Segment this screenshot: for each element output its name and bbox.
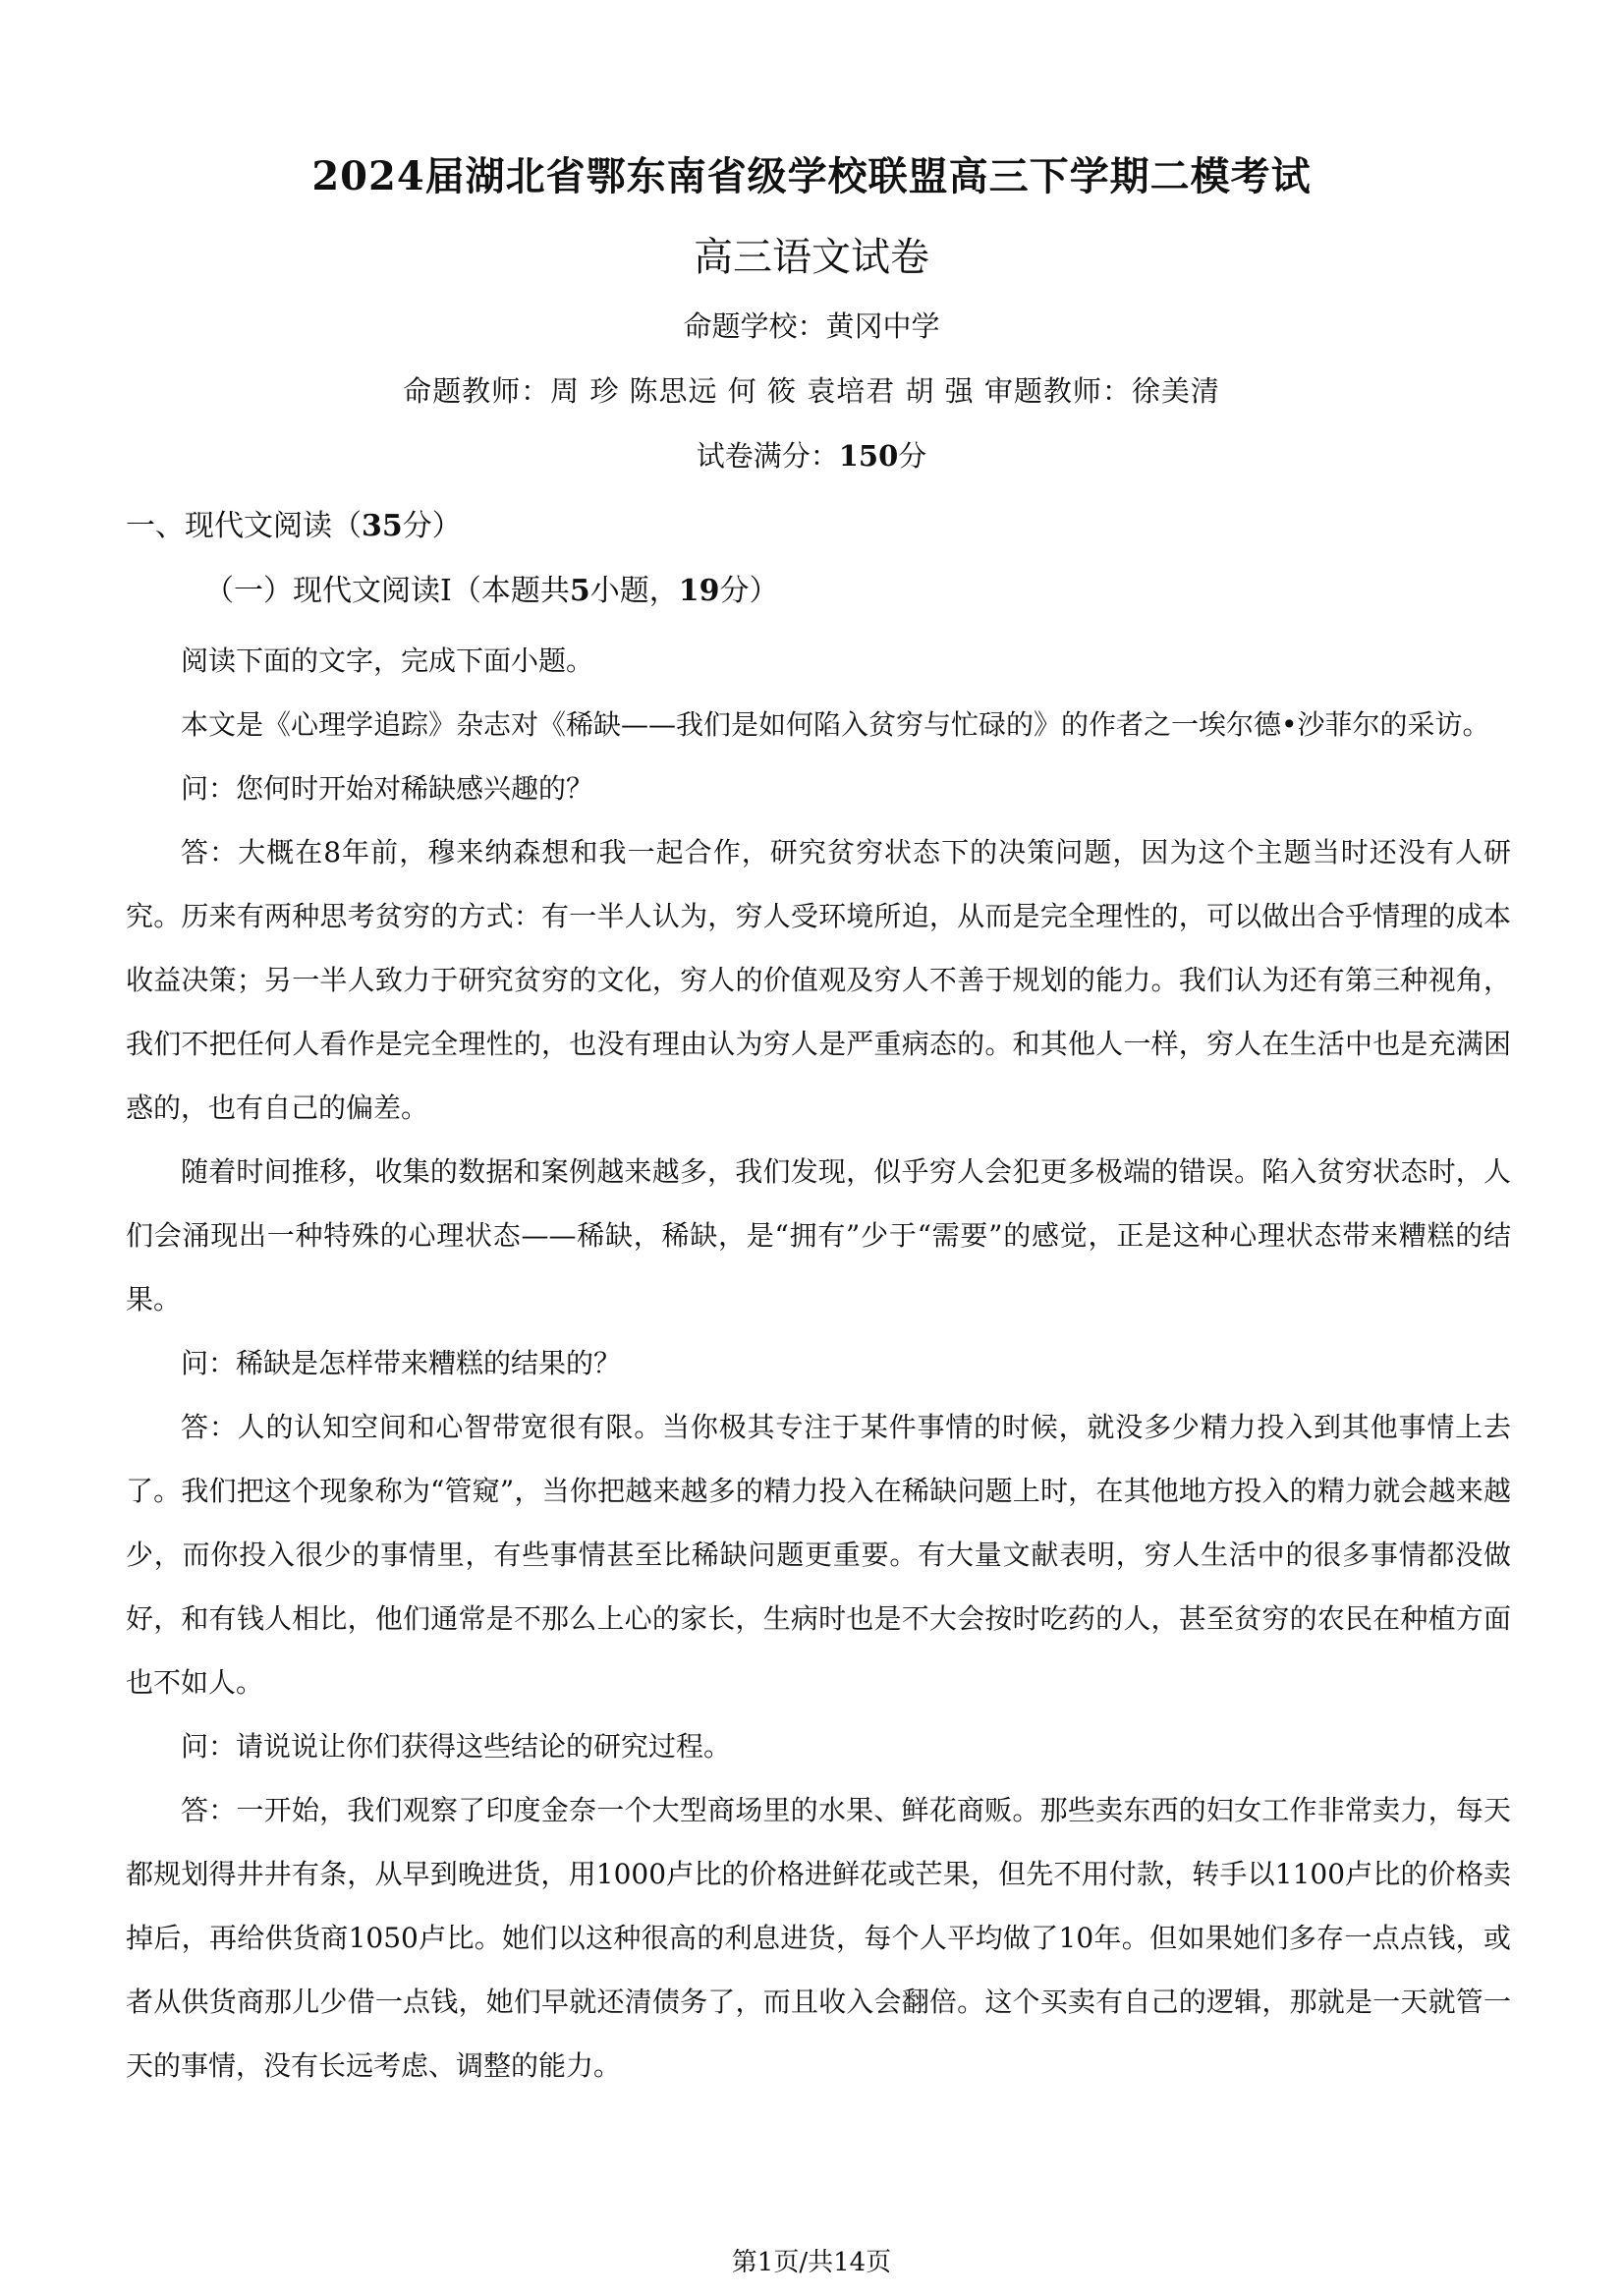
section-heading	[126, 501, 462, 544]
paragraph-answer-1-cont: 随着时间推移，收集的数据和案例越来越多，我们发现，似乎穷人会犯更多极端的错误。陷入贫穷状态时，人们会涌现出一种特殊的心理状态——稀缺，稀缺，是“拥有”少于“需要”的感觉，正是这种心理状态带来糟糕的结果。	[126, 1155, 1511, 1316]
subsection-label-a: （一）现代文阅读I（本题共	[204, 574, 570, 608]
reading-passage	[126, 629, 1511, 2098]
exam-title: 2024届湖北省鄂东南省级学校联盟高三下学期二模考试	[311, 153, 1312, 199]
subsection-count: 5	[569, 574, 590, 608]
paragraph-answer-2: 答：人的认知空间和心智带宽很有限。当你极其专注于某件事情的时候，就没多少精力投入到其他事情上去了。我们把这个现象称为“管窥”，当你把越来越多的精力投入在稀缺问题上时，在其他地方投入的精力就会越来越少，而你投入很少的事情里，有些事情甚至比稀缺问题更重要。有大量文献表明，穷人生活中的很多事情都没做好，和有钱人相比，他们通常是不那么上心的家长，生病时也是不大会按时吃药的人，甚至贫穷的农民在种植方面也不如人。	[126, 1411, 1511, 1699]
paragraph-answer-3: 答：一开始，我们观察了印度金奈一个大型商场里的水果、鲜花商贩。那些卖东西的妇女工作非常卖力，每天都规划得井井有条，从早到晚进货，用1000卢比的价格进鲜花或芒果，但先不用付款，转手以1100卢比的价格卖掉后，再给供货商1050卢比。她们以这种很高的利息进货，每个人平均做了10年。但如果她们多存一点点钱，或者从供货商那儿少借一点钱，她们早就还清债务了，而且收入会翻倍。这个买卖有自己的逻辑，那就是一天就管一天的事情，没有长远考虑、调整的能力。	[126, 1794, 1511, 2082]
paragraph-question-1: 问：您何时开始对稀缺感兴趣的？	[181, 772, 594, 805]
paragraph-answer-1: 答：大概在8年前，穆来纳森想和我一起合作，研究贫穷状态下的决策问题，因为这个主题当时还没有人研究。历来有两种思考贫穷的方式：有一半人认为，穷人受环境所迫，从而是完全理性的，可以做出合乎情理的成本收益决策；另一半人致力于研究贫穷的文化，穷人的价值观及穷人不善于规划的能力。我们认为还有第三种视角，我们不把任何人看作是完全理性的，也没有理由认为穷人是严重病态的。和其他人一样，穷人在生活中也是充满困惑的，也有自己的偏差。	[126, 836, 1511, 1124]
paragraph-intro: 本文是《心理学追踪》杂志对《稀缺——我们是如何陷入贫穷与忙碌的》的作者之一埃尔德•沙菲尔的采访。	[181, 708, 1490, 741]
full-score	[0, 434, 1623, 475]
proposing-school: 命题学校：黄冈中学	[683, 309, 940, 343]
full-score-unit: 分	[898, 439, 927, 473]
full-score-label: 试卷满分：	[696, 439, 839, 473]
section-label: 一、现代文阅读（	[126, 509, 362, 543]
exam-subtitle: 高三语文试卷	[694, 235, 929, 280]
section-points: 35	[362, 509, 403, 543]
paragraph-question-2: 问：稀缺是怎样带来糟糕的结果的？	[181, 1347, 622, 1379]
section-points-suffix: 分）	[402, 509, 462, 543]
subsection-label-b: 小题，	[589, 574, 679, 608]
subsection-points: 19	[678, 574, 720, 608]
page-number: 第1页/共14页	[731, 2248, 892, 2277]
full-score-value: 150	[838, 439, 899, 473]
proposing-teachers: 命题教师：周 珍 陈思远 何 筱 袁培君 胡 强 审题教师：徐美清	[403, 374, 1220, 408]
subsection-label-c: 分）	[719, 574, 779, 608]
paragraph-question-3: 问：请说说让你们获得这些结论的研究过程。	[181, 1730, 732, 1763]
paragraph-instruction: 阅读下面的文字，完成下面小题。	[181, 644, 594, 677]
subsection-heading	[204, 566, 778, 609]
